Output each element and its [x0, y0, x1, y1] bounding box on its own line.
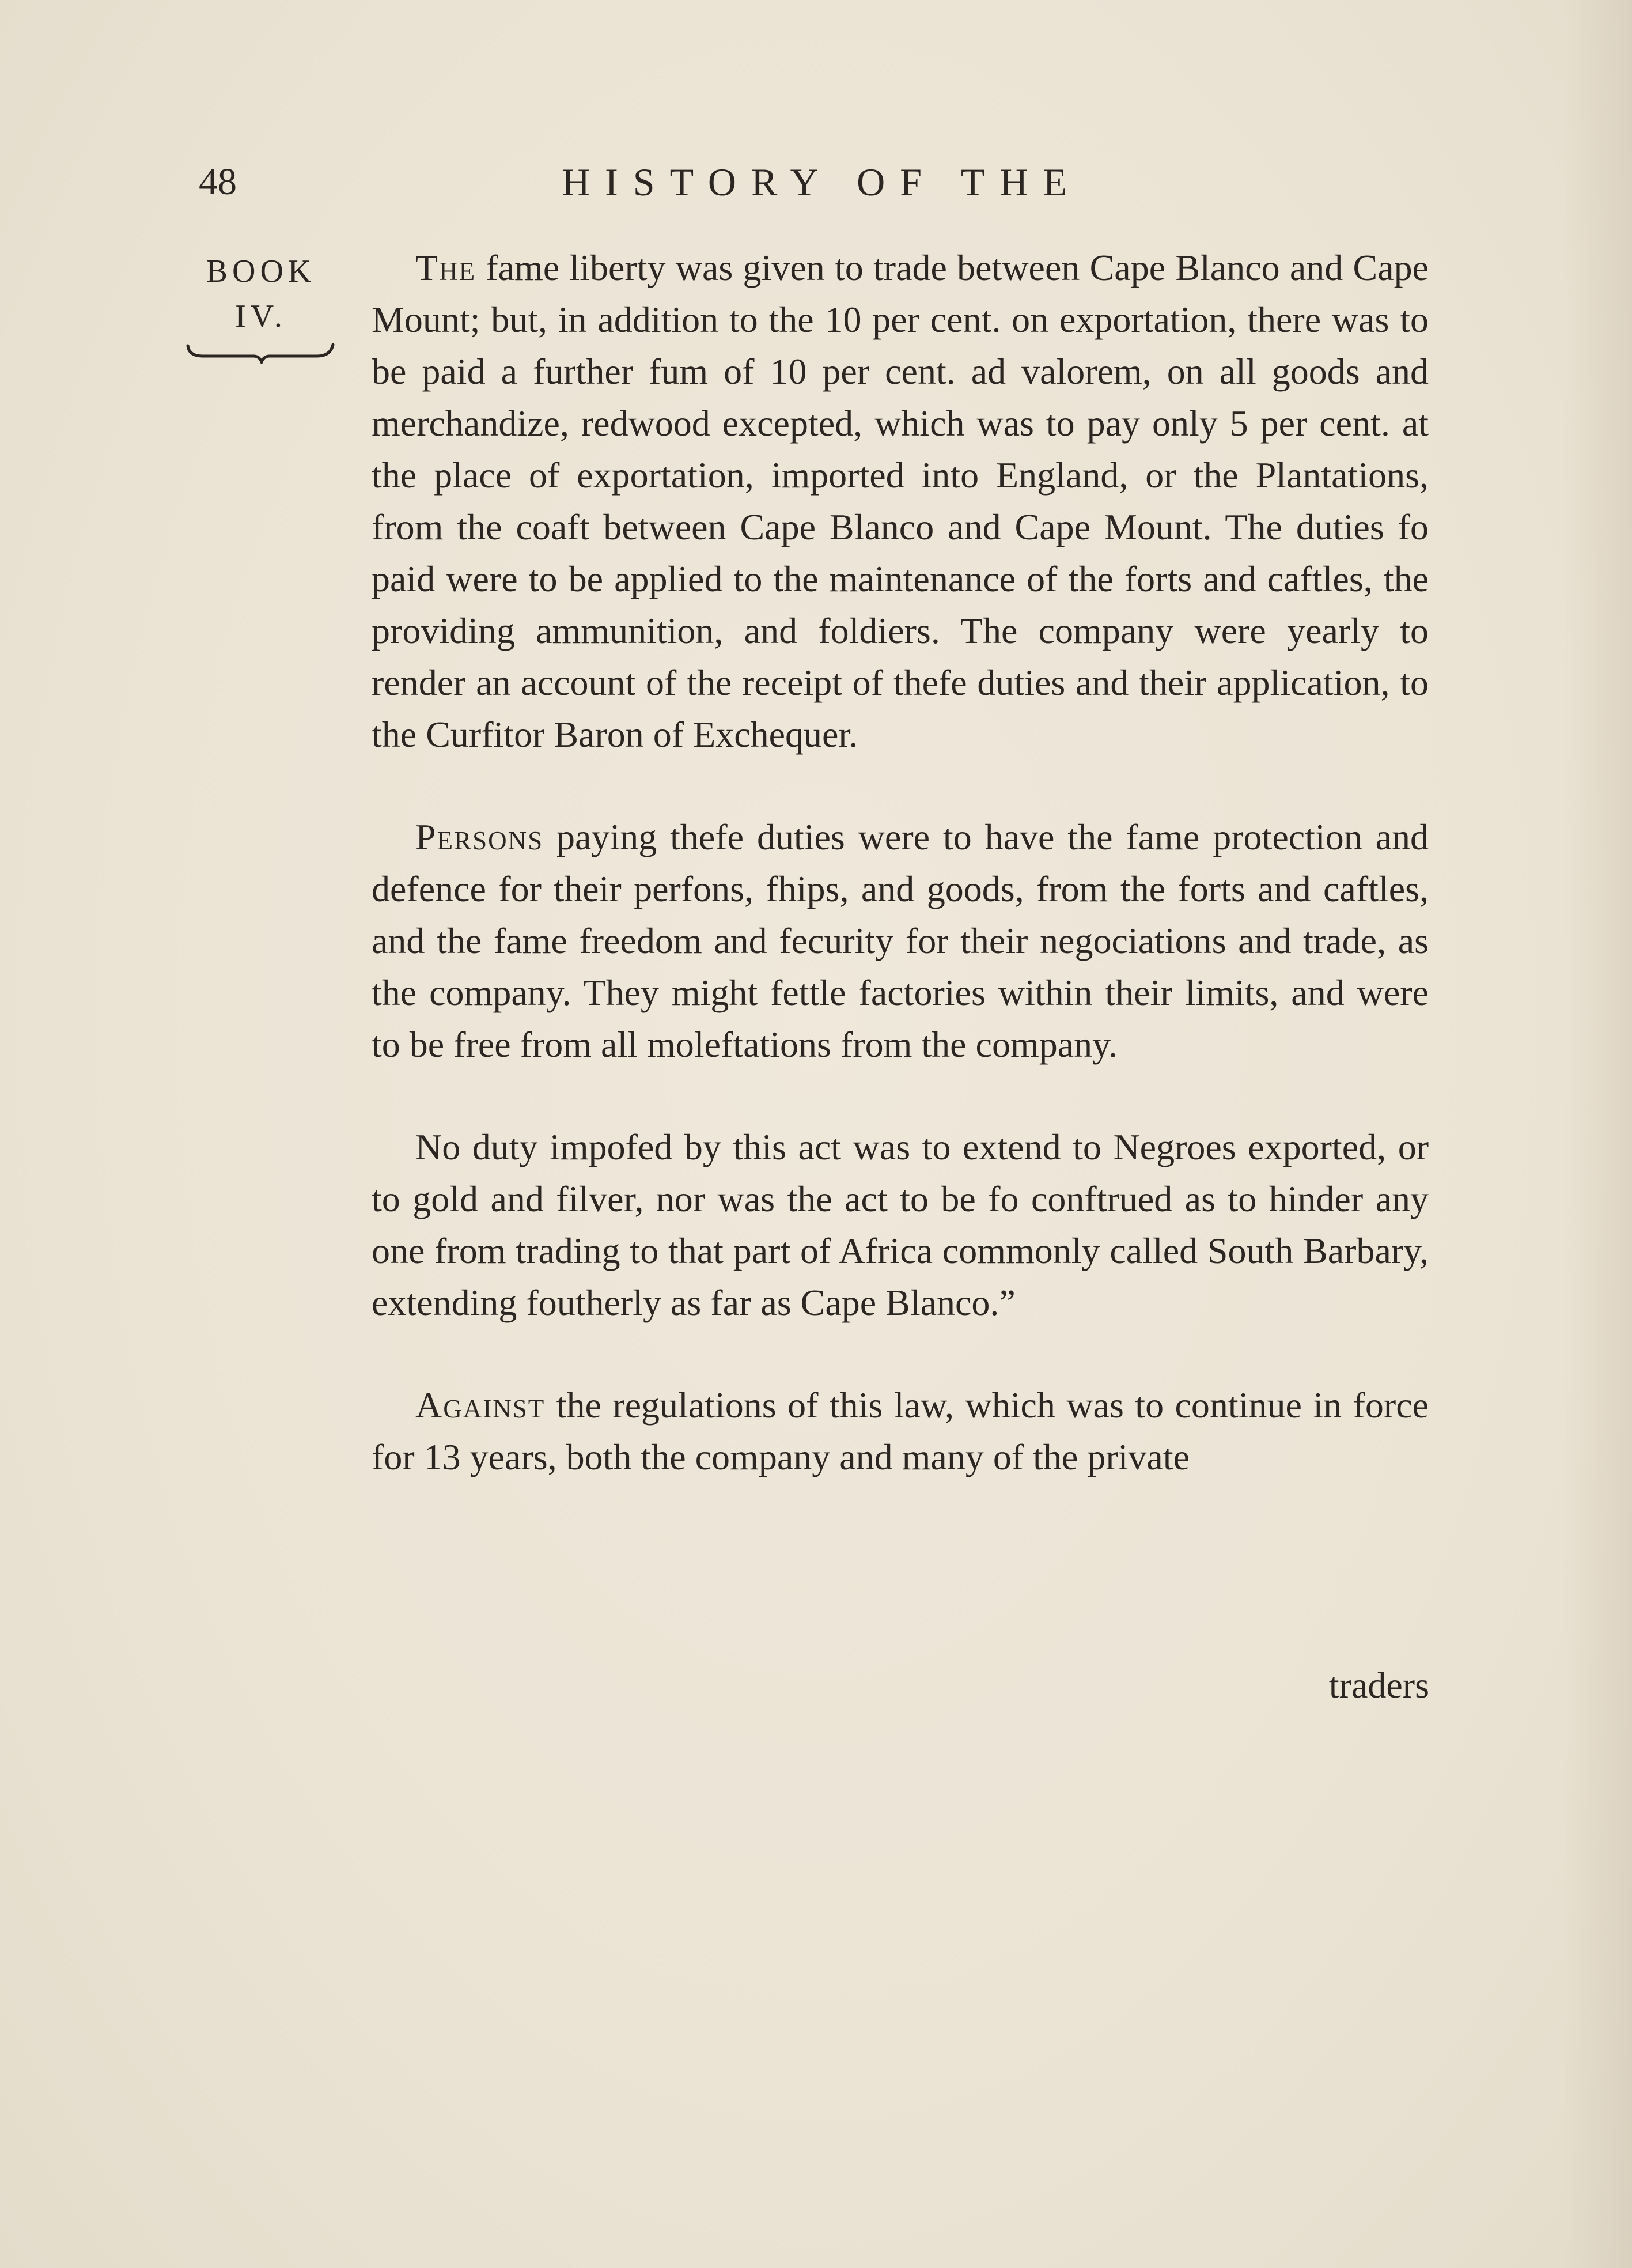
paragraph-1	[372, 242, 1429, 761]
paragraph-4-lead: Against	[415, 1385, 546, 1426]
paragraph-3	[372, 1121, 1429, 1329]
paragraph-1-lead: The	[415, 247, 476, 288]
paragraph-2-lead: Persons	[415, 817, 544, 857]
margin-note-volume: IV.	[235, 298, 287, 334]
paragraph-3-text: duty impofed by this act was to extend to Negroes exported, or to gold and filver, nor was the act to be fo conftrued as to hinder any one from trading to that part of Africa commonly called South Barbary, extending foutherly as far as Cape Blanco.”	[372, 1127, 1429, 1323]
running-head: HISTORY OF THE	[562, 160, 1082, 204]
paragraph-1-text: fame liberty was given to trade between Cape Blanco and Cape Mount; but, in addition to the 10 per cent. on exportation, there was to be paid a further fum of 10 per cent. ad valorem, on all goods and merchandize, redwood excepted, which was to pay only 5 per cent. at the place of exportation, imported into England, or the Plantations, from the coaft between Cape Blanco and Cape Mount. The duties fo paid were to be applied to the maintenance of the forts and caftles, the providing ammunition, and foldiers. The company were yearly to render an account of the receipt of thefe duties and their application, to the Curfitor Baron of Exchequer.	[372, 247, 1429, 755]
paragraph-4	[372, 1379, 1429, 1483]
paragraph-3-lead: No	[415, 1127, 461, 1167]
paragraph-4-text: the regulations of this law, which was to continue in force for 13 years, both the company and many of the private	[372, 1385, 1429, 1477]
body-text	[372, 242, 1429, 1483]
page-edge-shadow	[1563, 0, 1632, 2268]
page-number: 48	[199, 161, 237, 203]
margin-brace-ornament	[185, 341, 335, 364]
paragraph-2	[372, 811, 1429, 1071]
margin-note	[183, 249, 339, 339]
margin-note-book: BOOK	[206, 254, 316, 289]
paragraph-2-text: paying thefe duties were to have the fame protection and defence for their perfons, fhips, and goods, from the forts and caftles, and the fame freedom and fecurity for their negociations and trade, as the company. They might fettle factories within their limits, and were to be free from all moleftations from the company.	[372, 817, 1429, 1065]
catchword: traders	[1328, 1665, 1429, 1706]
